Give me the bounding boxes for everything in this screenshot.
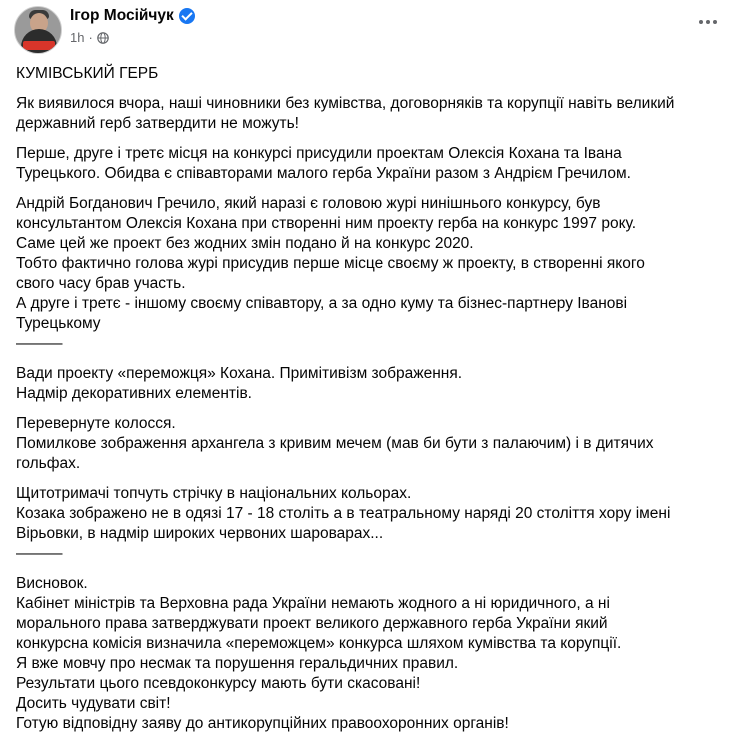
globe-icon[interactable] <box>97 32 109 44</box>
post-text-line: Досить чудувати світ! <box>16 695 171 712</box>
post-meta <box>70 30 109 45</box>
post-text-line: Як виявилося вчора, наші чиновники без кумівства, договорняків та корупції навіть великий <box>16 95 675 112</box>
post-paragraph <box>16 484 726 564</box>
post-text-line: А друге і третє - іншому своєму співавтору, а за одно куму та бізнес-партнеру Іванові <box>16 295 628 312</box>
post-text-line: свого часу брав участь. <box>16 275 186 292</box>
post-text-line: Перевернуте колосся. <box>16 415 176 432</box>
meta-separator: · <box>88 30 93 45</box>
author-avatar[interactable] <box>14 6 62 54</box>
post-text-line: Козака зображено не в одязі 17 - 18 століть а в театральному наряді 20 століття хору імені <box>16 505 671 522</box>
post-text-line: Помилкове зображення архангела з кривим мечем (мав би бути з палаючим) і в дитячих <box>16 435 654 452</box>
post-text-line: Результати цього псевдоконкурсу мають бути скасовані! <box>16 675 421 692</box>
post-paragraph <box>16 414 726 474</box>
post-header <box>14 6 726 54</box>
post-text-line: Готую відповідну заяву до антикорупційних правоохоронних органів! <box>16 715 509 732</box>
post-text-line: консультантом Олексія Кохана при створенні ним проекту герба на конкурс 1997 року. <box>16 215 637 232</box>
post-timestamp[interactable]: 1h <box>70 30 85 45</box>
post-title: КУМІВСЬКИЙ ГЕРБ <box>16 65 159 82</box>
post-text-line: Саме цей же проект без жодних змін подано й на конкурс 2020. <box>16 235 474 252</box>
post-text-line: Турецькому <box>16 315 101 332</box>
post-text-line: морального права затверджувати проект великого державного герба України який <box>16 615 608 632</box>
post-text-line: Перше, друге і третє місця на конкурсі присудили проектам Олексія Кохана та Івана <box>16 145 622 162</box>
post-paragraph <box>16 194 726 354</box>
author-row <box>70 7 195 25</box>
post-text-line: Надмір декоративних елементів. <box>16 385 252 402</box>
author-name[interactable]: Ігор Мосійчук <box>70 7 174 24</box>
post-paragraph <box>16 144 726 184</box>
post-text-line: Вірьовки, в надмір широких червоних шароварах... <box>16 525 384 542</box>
post-text-line: Висновок. <box>16 575 88 592</box>
post-text-line: ——— <box>16 545 63 562</box>
post-paragraph <box>16 574 726 734</box>
post-text-line: Тобто фактично голова журі присудив перше місце своєму ж проекту, в створенні якого <box>16 255 645 272</box>
post-paragraphs <box>16 94 726 734</box>
post-text-line: Турецького. Обидва є співавторами малого герба України разом з Андрієм Гречилом. <box>16 165 631 182</box>
post-text-line: Вади проекту «переможця» Кохана. Примітивізм зображення. <box>16 365 463 382</box>
post-text-line: Щитотримачі топчуть стрічку в національних кольорах. <box>16 485 412 502</box>
post-paragraph <box>16 364 726 404</box>
post-text-line: гольфах. <box>16 455 81 472</box>
post-paragraph <box>16 94 726 134</box>
post-body <box>16 64 726 744</box>
post-text-line: Кабінет міністрів та Верховна рада України немають жодного а ні юридичного, а ні <box>16 595 610 612</box>
post-text-line: Андрій Богданович Гречило, який наразі є головою журі нинішнього конкурсу, був <box>16 195 601 212</box>
verified-badge-icon <box>179 8 195 24</box>
post-text-line: Я вже мовчу про несмак та порушення геральдичних правил. <box>16 655 459 672</box>
post-text-line: ——— <box>16 335 63 352</box>
more-options-icon[interactable] <box>690 12 726 32</box>
post-text-line: конкурсна комісія визначила «переможцем» конкурса шляхом кумівства та корупції. <box>16 635 622 652</box>
post-text-line: державний герб затвердити не можуть! <box>16 115 299 132</box>
